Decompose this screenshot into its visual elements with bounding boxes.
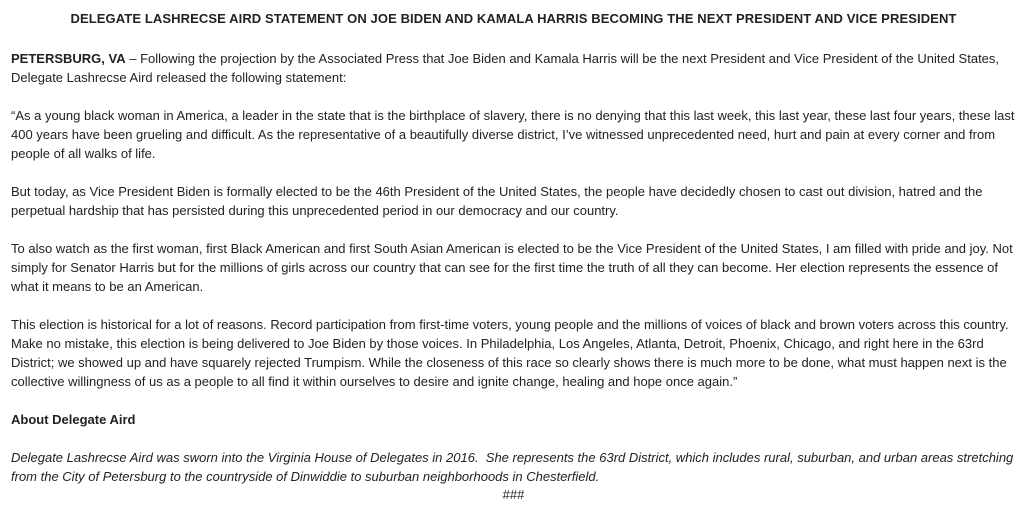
statement-paragraph-1: “As a young black woman in America, a leader in the state that is the birthplace of slavery, there is no denying that this last week, this last year, these last four years, these last 400 years have been grueling and difficult. As the representative of a beautifully diverse district, I’ve witnessed unprecedented need, hurt and pain at every corner and from people of all walks of life. xyxy=(11,108,1015,161)
page-title: DELEGATE LASHRECSE AIRD STATEMENT ON JOE BIDEN AND KAMALA HARRIS BECOMING THE NEXT PRESIDENT AND VICE PRESIDENT xyxy=(70,11,957,26)
about-heading: About Delegate Aird xyxy=(11,412,136,427)
end-mark: ### xyxy=(502,487,525,502)
statement-paragraph-2: But today, as Vice President Biden is formally elected to be the 46th President of the United States, the people have decidedly chosen to cast out division, hatred and the perpetual hardship that has persisted during this unprecedented period in our democracy and our country. xyxy=(11,184,983,218)
intro-text: – Following the projection by the Associated Press that Joe Biden and Kamala Harris will be the next President and Vice President of the United States, Delegate Lashrecse Aird released the following statement: xyxy=(11,51,1000,85)
statement-paragraph-4: This election is historical for a lot of reasons. Record participation from first-time voters, young people and the millions of voices of black and brown voters across this country. Make no mistake, this election is being delivered to Joe Biden by those voices. In Philadelphia, Los Angeles, Atlanta, Detroit, Phoenix, Chicago, and right here in the 63rd District; we showed up and have squarely rejected Trumpism. While the closeness of this race so clearly shows there is much more to be done, what must happen next is the collective willingness of us as a people to all find it within ourselves to desire and ignite change, healing and hope once again.” xyxy=(11,317,1009,389)
dateline: PETERSBURG, VA xyxy=(11,51,126,66)
intro-paragraph xyxy=(11,49,1016,87)
statement-paragraph-3: To also watch as the first woman, first Black American and first South Asian American is elected to be the Vice President of the United States, I am filled with pride and joy. Not simply for Senator Harris but for the millions of girls across our country that can see for the first time the truth of all they can become. Her election represents the essence of what it means to be an American. xyxy=(11,241,1013,294)
about-bio: Delegate Lashrecse Aird was sworn into the Virginia House of Delegates in 2016. She represents the 63rd District, which includes rural, suburban, and urban areas stretching from the City of Petersburg to the countryside of Dinwiddie to suburban neighborhoods in Chesterfield. xyxy=(11,450,1017,484)
